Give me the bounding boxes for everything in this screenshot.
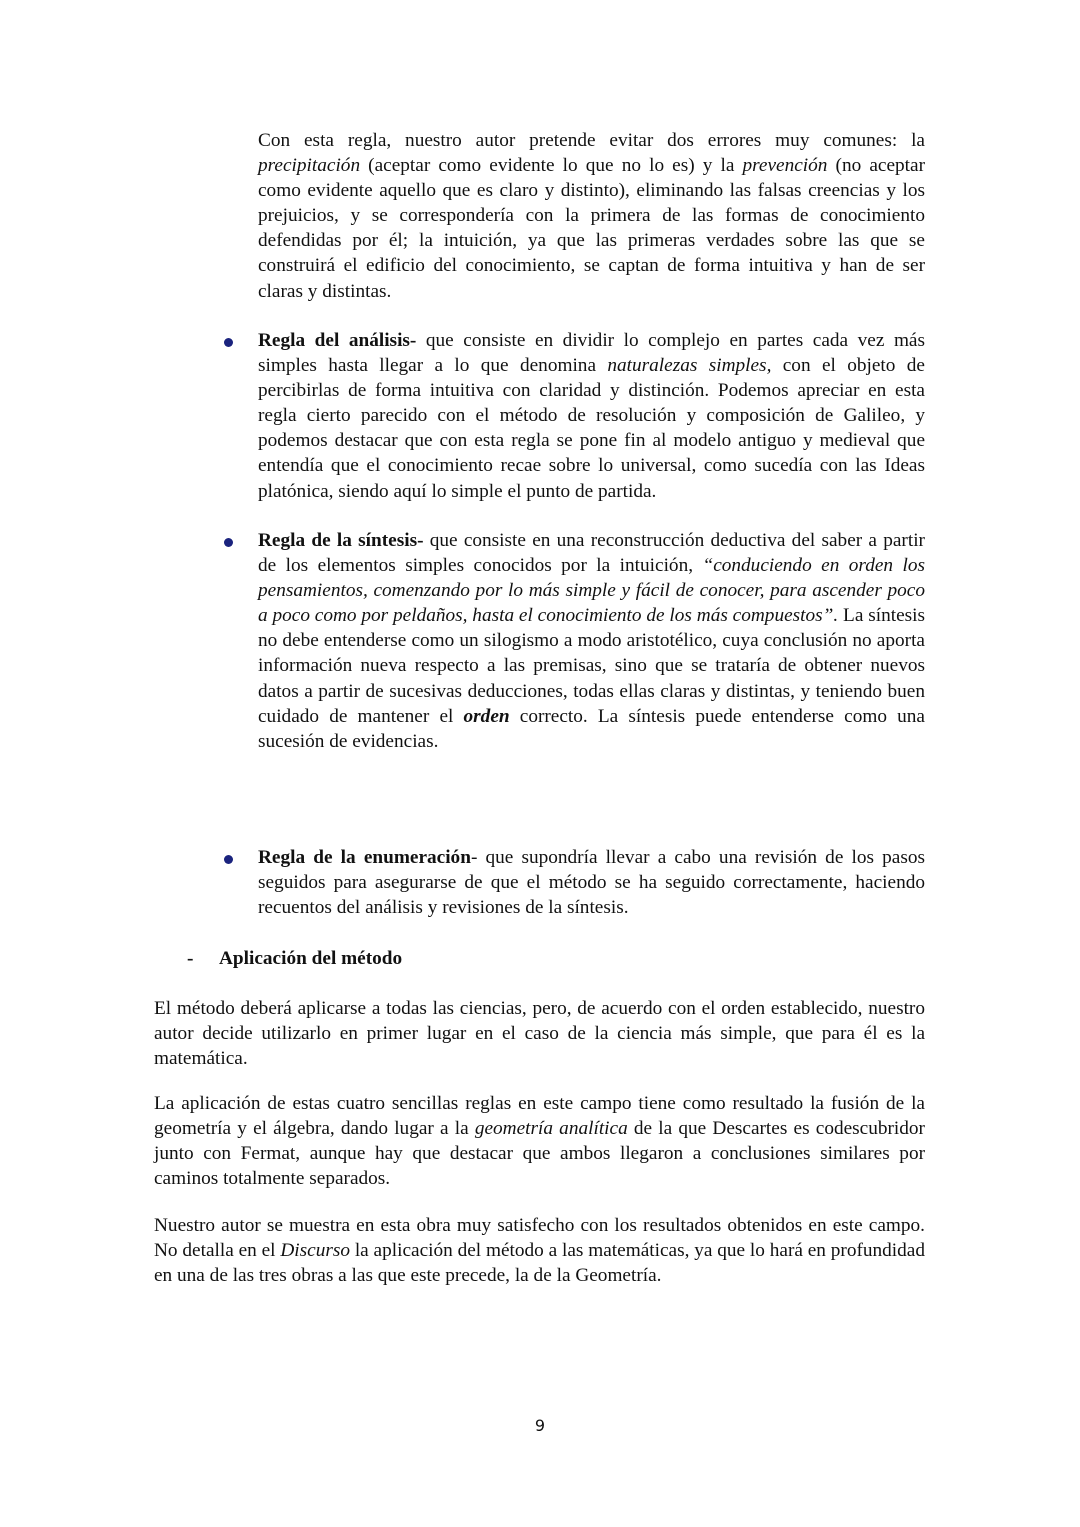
body-paragraph <box>154 1091 925 1191</box>
rule-sintesis-bold-italic-orden: orden <box>463 705 510 727</box>
rule-analisis-text-1: que consiste en dividir lo complejo en partes cada vez más simples hasta llegar a lo que denomina <box>258 330 925 377</box>
rule-enumeracion-text: - que supondría llevar a cabo una revisión de los pasos seguidos para asegurarse de que el método se ha seguido correctamente, haciendo recuentos del análisis y revisiones de la síntesis. <box>258 847 926 919</box>
bullet-icon <box>224 855 233 864</box>
paragraph-2-italic: geometría analítica <box>474 1118 628 1140</box>
rule-sintesis-paragraph <box>258 528 925 754</box>
rule-sintesis-text-3: correcto. La síntesis puede entenderse como una sucesión de evidencias. <box>258 705 925 752</box>
bullet-icon <box>224 338 233 347</box>
intro-paragraph <box>258 128 925 304</box>
paragraph-3-text-1: Nuestro autor se muestra en esta obra muy satisfecho con los resultados obtenidos en este campo. No detalla en el <box>154 1215 925 1262</box>
intro-text-2: (aceptar como evidente lo que no lo es) y la <box>360 155 743 177</box>
paragraph-2-text-2: de la que Descartes es codescubridor junto con Fermat, aunque hay que destacar que ambos llegaron a conclusiones similares por caminos totalmente separados. <box>154 1118 925 1190</box>
intro-italic-prevencion: prevención <box>742 155 828 177</box>
rule-analisis-italic: naturalezas simples, <box>607 355 772 377</box>
rule-analisis-text-2: con el objeto de percibirlas de forma intuitiva con claridad y distinción. Podemos apreciar en esta regla cierto parecido con el método de resolución y composición de Galileo, y podemos destacar que con esta regla se pone fin al modelo antiguo y medieval que entendía que el conocimiento recae sobre lo universal, como sucedía con las Ideas platónica, siendo aquí lo simple el punto de partida. <box>258 355 925 502</box>
intro-text-3: (no aceptar como evidente aquello que es claro y distinto), eliminando las falsas creencias y los prejuicios, y se correspondería con la primera de las formas de conocimiento defendidas por él; la intuición, ya que las primeras verdades sobre las que se construirá el edificio del conocimiento, se captan de forma intuitiva y han de ser claras y distintas. <box>258 155 925 302</box>
rule-enumeracion-title: Regla de la enumeración <box>258 847 471 868</box>
section-dash: - <box>187 948 194 969</box>
rule-analisis-title: Regla del análisis- <box>258 330 417 351</box>
rule-sintesis-text-1: que consiste en una reconstrucción deductiva del saber a partir de los elementos simples conocidos por la intuición, <box>258 530 925 577</box>
rule-enumeracion-paragraph <box>258 845 925 920</box>
section-heading: Aplicación del método <box>219 948 403 969</box>
body-paragraph <box>154 996 925 1071</box>
paragraph-1-text: El método deberá aplicarse a todas las ciencias, pero, de acuerdo con el orden establecido, nuestro autor decide utilizarlo en primer lugar en el caso de la ciencia más simple, que para él es la matemática. <box>154 998 925 1070</box>
rule-sintesis-title: Regla de la síntesis- <box>258 530 424 551</box>
rule-sintesis-text-2: La síntesis no debe entenderse como un silogismo a modo aristotélico, cuya conclusión no aporta información nueva respecto a las premisas, sino que se trataría de obtener nuevos datos a partir de sucesivas deducciones, todas ellas claras y distintas, y teniendo buen cuidado de mantener el <box>258 605 925 727</box>
page-number: 9 <box>534 1416 546 1435</box>
bullet-icon <box>224 538 233 547</box>
rule-analisis-paragraph <box>258 328 925 504</box>
body-paragraph <box>154 1213 925 1288</box>
paragraph-3-text-2: la aplicación del método a las matemáticas, ya que lo hará en profundidad en una de las tres obras a las que este precede, la de la Geometría. <box>154 1240 926 1287</box>
rule-sintesis-quote: “conduciendo en orden los pensamientos, comenzando por lo más simple y fácil de conocer, para ascender poco a poco como por peldaños, hasta el conocimiento de los más compuestos”. <box>258 555 925 627</box>
paragraph-2-text-1: La aplicación de estas cuatro sencillas reglas en este campo tiene como resultado la fusión de la geometría y el álgebra, dando lugar a la <box>154 1093 925 1140</box>
intro-text-1: Con esta regla, nuestro autor pretende evitar dos errores muy comunes: la <box>258 130 925 151</box>
intro-italic-precipitacion: precipitación <box>258 155 361 177</box>
paragraph-3-italic: Discurso <box>280 1240 350 1262</box>
